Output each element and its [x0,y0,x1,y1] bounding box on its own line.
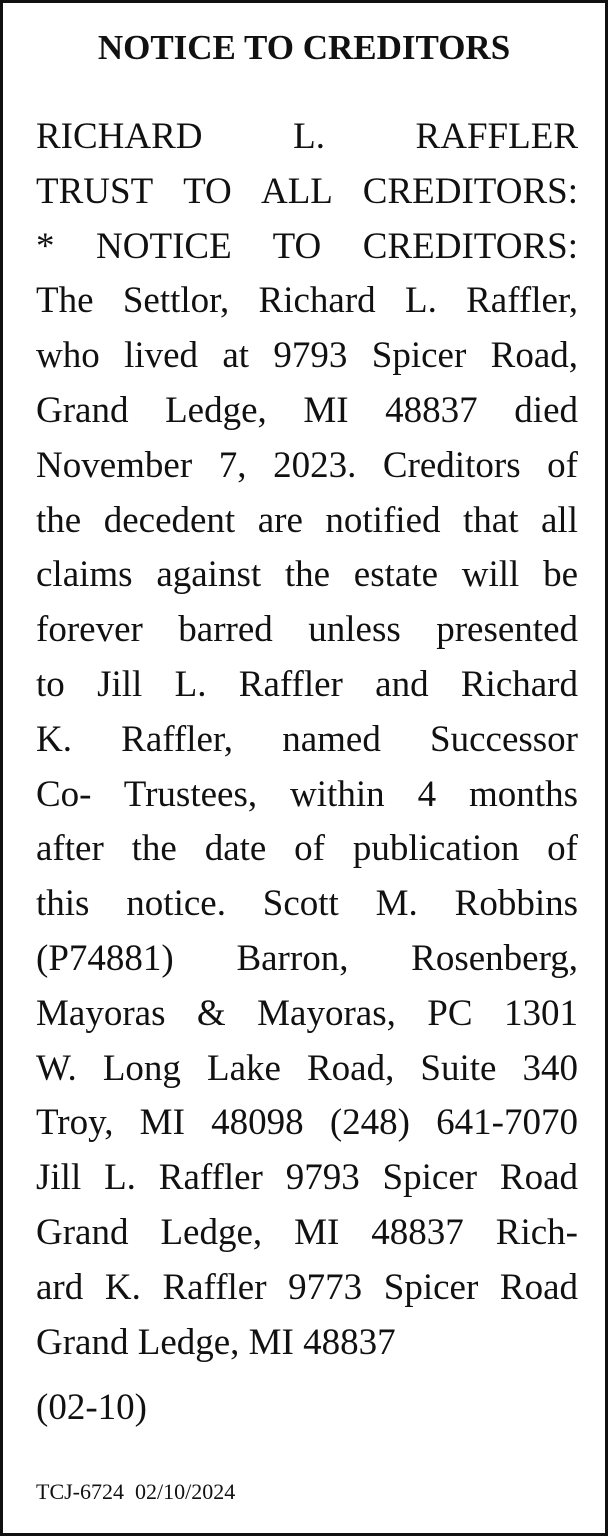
notice-line: Jill L. Raffler 9793 Spicer Road [36,1157,578,1199]
notice-line: this notice. Scott M. Robbins [36,883,578,925]
notice-line: K. Raffler, named Successor [36,718,578,760]
notice-line: who lived at 9793 Spicer Road, [36,335,578,377]
publication-dates: (02-10) [36,1387,147,1428]
notice-line: Co- Trustees, within 4 months [36,773,578,815]
notice-line: Troy, MI 48098 (248) 641-7070 [36,1102,578,1144]
notice-line: * NOTICE TO CREDITORS: [36,225,578,267]
notice-line: forever barred unless presented [36,609,578,651]
notice-line: Mayoras & Mayoras, PC 1301 [36,992,578,1034]
notice-line: The Settlor, Richard L. Raffler, [36,280,578,322]
notice-line: claims against the estate will be [36,554,578,596]
notice-line: after the date of publication of [36,828,578,870]
notice-line: (P74881) Barron, Rosenberg, [36,937,578,979]
notice-line: TRUST TO ALL CREDITORS: [36,170,578,212]
notice-line: Grand Ledge, MI 48837 [36,1321,396,1363]
notice-title: NOTICE TO CREDITORS [97,28,511,67]
notice-line: to Jill L. Raffler and Richard [36,663,578,705]
notice-line: ard K. Raffler 9773 Spicer Road [36,1266,578,1308]
notice-body [36,110,578,1370]
notice-line: Grand Ledge, MI 48837 died [36,389,578,431]
notice-line: the decedent are notified that all [36,499,578,541]
notice-line: RICHARD L. RAFFLER [36,116,578,157]
notice-line: Grand Ledge, MI 48837 Rich- [36,1211,578,1253]
notice-footer: TCJ-6724 02/10/2024 [36,1479,236,1504]
notice-line: November 7, 2023. Creditors of [36,444,578,486]
notice-line: W. Long Lake Road, Suite 340 [36,1047,578,1089]
